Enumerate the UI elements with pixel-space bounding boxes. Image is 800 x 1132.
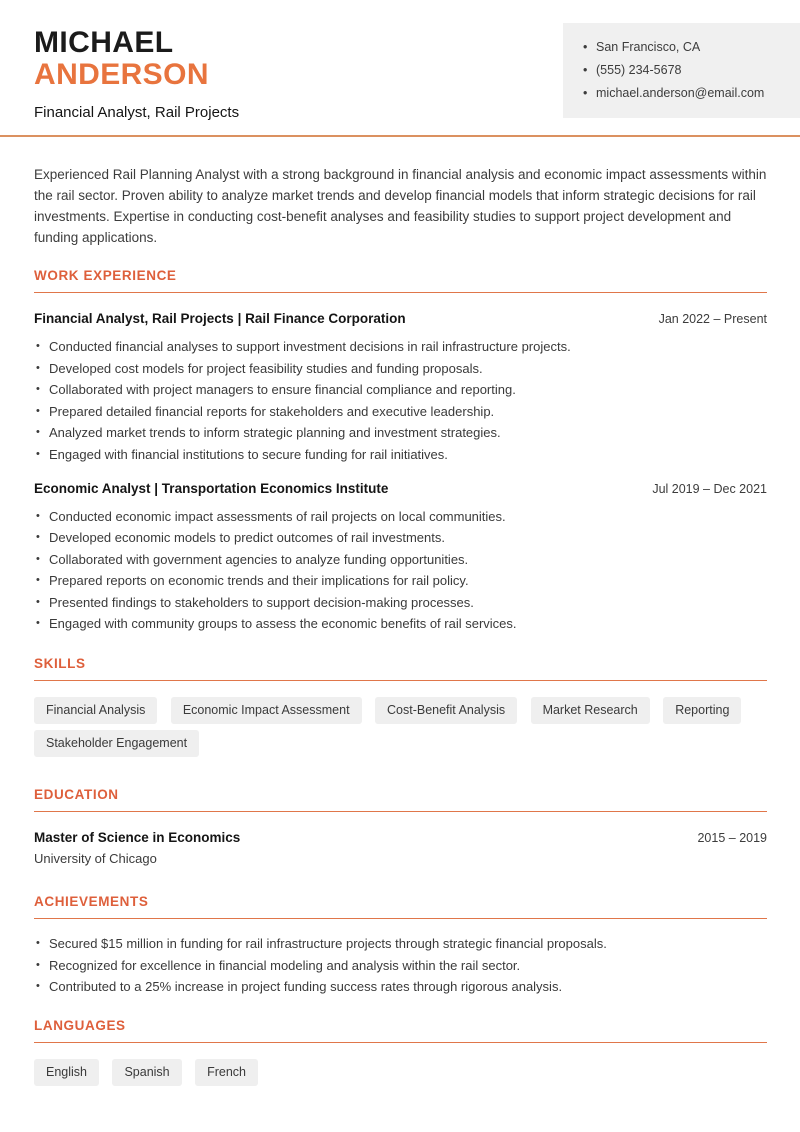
bullet-item: • Collaborated with project managers to ensure financial compliance and reporting. bbox=[34, 381, 767, 398]
section-rule bbox=[34, 811, 767, 812]
skill-chip: Cost-Benefit Analysis bbox=[375, 697, 517, 724]
section-education bbox=[34, 787, 767, 866]
bullet-item: • Conducted financial analyses to support investment decisions in rail infrastructure projects. bbox=[34, 338, 767, 355]
job-dates: Jan 2022 – Present bbox=[658, 312, 767, 326]
section-skills bbox=[34, 656, 767, 763]
bullet-item: • Engaged with community groups to assess the economic benefits of rail services. bbox=[34, 615, 767, 632]
section-rule bbox=[34, 918, 767, 919]
education-entry bbox=[34, 830, 767, 845]
bullet-item: • Analyzed market trends to inform strategic planning and investment strategies. bbox=[34, 424, 767, 441]
job-title: Financial Analyst, Rail Projects | Rail Finance Corporation bbox=[34, 311, 406, 326]
section-title-education: EDUCATION bbox=[34, 787, 119, 802]
job-entry bbox=[34, 311, 767, 463]
job-header bbox=[34, 311, 767, 326]
section-work-experience bbox=[34, 268, 767, 632]
bullet-item: • Conducted economic impact assessments of rail projects on local communities. bbox=[34, 508, 767, 525]
last-name: ANDERSON bbox=[34, 58, 209, 91]
first-name: MICHAEL bbox=[34, 26, 174, 59]
bullet-item: • Presented findings to stakeholders to support decision-making processes. bbox=[34, 594, 767, 611]
summary-text: Experienced Rail Planning Analyst with a strong background in financial analysis and economic impact assessments within the rail sector. Proven ability to analyze market trends and develop financial models that inform strategic decisions for rail investments. Expertise in conducting cost-benefit analyses and feasibility studies to support project development and funding applications. bbox=[34, 167, 767, 245]
job-entry bbox=[34, 481, 767, 633]
section-achievements bbox=[34, 894, 767, 995]
skill-chip: Market Research bbox=[531, 697, 650, 724]
section-rule bbox=[34, 680, 767, 681]
skill-chip: Economic Impact Assessment bbox=[171, 697, 362, 724]
section-title-achievements: ACHIEVEMENTS bbox=[34, 894, 149, 909]
bullet-item: • Prepared reports on economic trends and their implications for rail policy. bbox=[34, 572, 767, 589]
skill-chip: Stakeholder Engagement bbox=[34, 730, 199, 757]
header-divider bbox=[0, 135, 800, 137]
section-title-skills: SKILLS bbox=[34, 656, 86, 671]
bullet-item: • Prepared detailed financial reports for stakeholders and executive leadership. bbox=[34, 403, 767, 420]
section-title-work: WORK EXPERIENCE bbox=[34, 268, 177, 283]
resume-body bbox=[0, 164, 800, 1132]
job-bullet-list bbox=[34, 338, 767, 463]
name-block bbox=[34, 23, 239, 121]
achievement-item: • Secured $15 million in funding for rail infrastructure projects through strategic financial proposals. bbox=[34, 935, 767, 952]
degree-name: Master of Science in Economics bbox=[34, 830, 241, 845]
bullet-item: • Developed cost models for project feasibility studies and funding proposals. bbox=[34, 360, 767, 377]
section-rule bbox=[34, 1042, 767, 1043]
language-chip: French bbox=[195, 1059, 258, 1086]
job-dates: Jul 2019 – Dec 2021 bbox=[652, 481, 767, 496]
bullet-item: • Collaborated with government agencies to analyze funding opportunities. bbox=[34, 551, 767, 568]
job-header bbox=[34, 481, 767, 496]
skill-chip: Financial Analysis bbox=[34, 697, 157, 724]
contact-phone: • (555) 234-5678 bbox=[583, 59, 792, 82]
section-rule bbox=[34, 292, 767, 293]
achievement-item: • Contributed to a 25% increase in project funding success rates through rigorous analysis. bbox=[34, 978, 767, 995]
section-title-languages: LANGUAGES bbox=[34, 1018, 126, 1033]
bullet-item: • Developed economic models to predict outcomes of rail investments. bbox=[34, 529, 767, 546]
achievement-item: • Recognized for excellence in financial modeling and analysis within the rail sector. bbox=[34, 957, 767, 974]
contact-card bbox=[563, 23, 800, 118]
education-dates: 2015 – 2019 bbox=[697, 831, 767, 845]
skill-chip: Reporting bbox=[663, 697, 741, 724]
language-chip: Spanish bbox=[112, 1059, 181, 1086]
skills-chip-list bbox=[34, 697, 767, 763]
job-title: Economic Analyst | Transportation Economics Institute bbox=[34, 480, 389, 496]
achievement-list bbox=[34, 935, 767, 995]
resume-header bbox=[0, 0, 800, 121]
job-bullet-list bbox=[34, 508, 767, 633]
bullet-item: • Engaged with financial institutions to secure funding for rail initiatives. bbox=[34, 446, 767, 463]
candidate-name bbox=[34, 27, 239, 91]
contact-list bbox=[583, 36, 792, 105]
resume-job-title: Financial Analyst, Rail Projects bbox=[34, 104, 240, 121]
section-languages bbox=[34, 1018, 767, 1092]
school-name: University of Chicago bbox=[34, 851, 157, 866]
contact-location: • San Francisco, CA bbox=[583, 36, 792, 59]
language-chip: English bbox=[34, 1059, 99, 1086]
languages-chip-list bbox=[34, 1059, 767, 1092]
contact-email: • michael.anderson@email.com bbox=[583, 82, 792, 105]
